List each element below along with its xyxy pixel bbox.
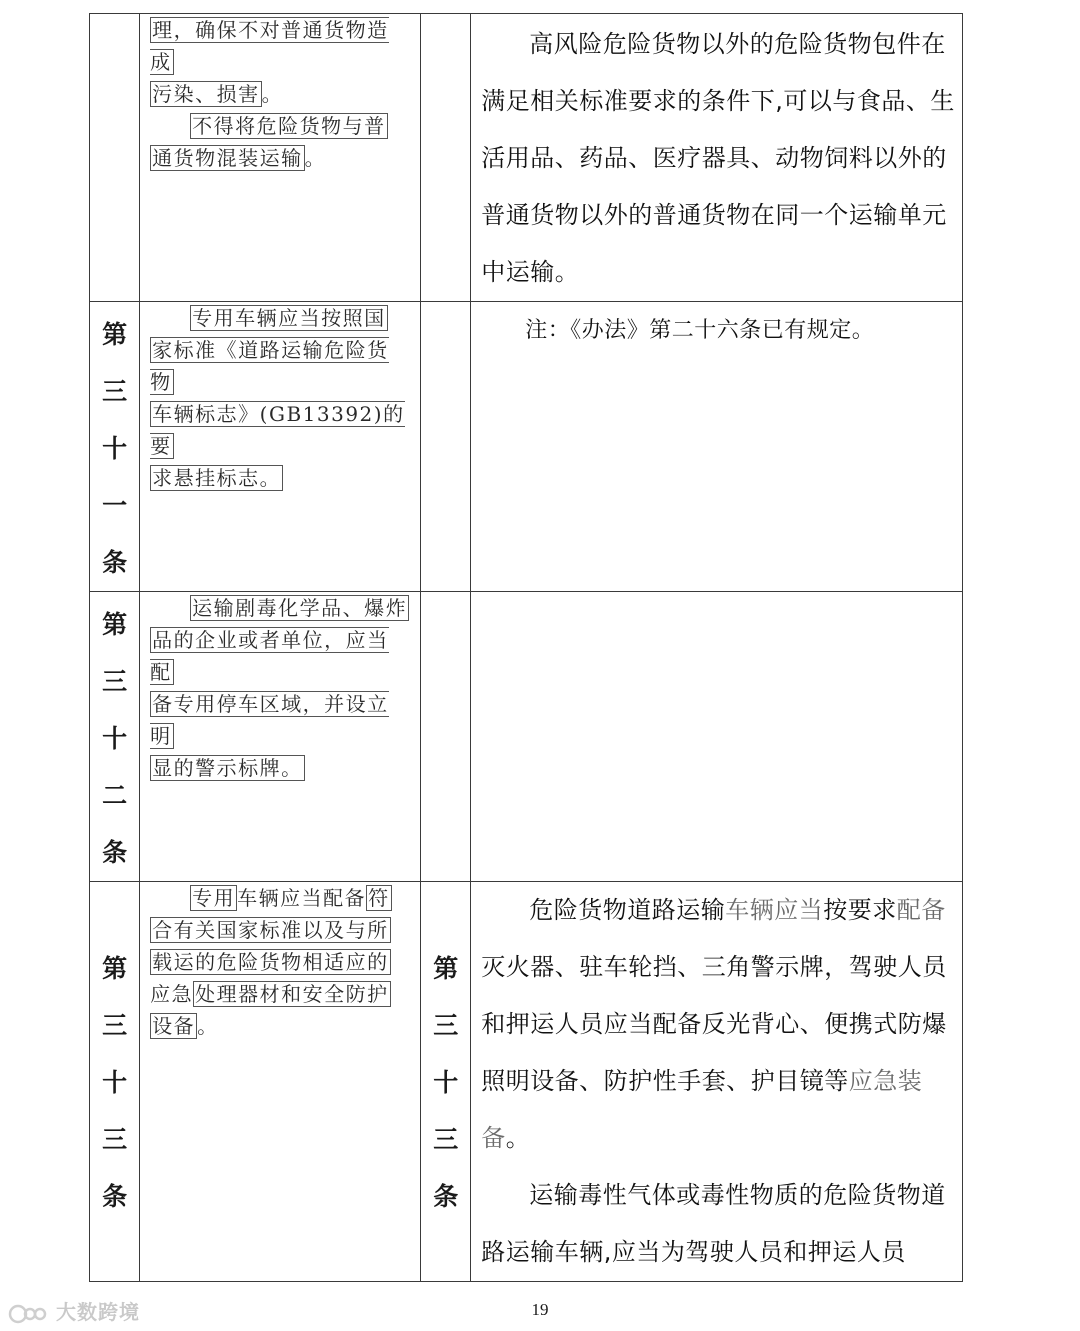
new-paragraph: 危险货物道路运输车辆应当按要求配备灭火器、驻车轮挡、三角警示牌，驾驶人员和押运人员应当配备反光背心、便携式防爆照明设备、防护性手套、护目镜等应急装备。 <box>481 896 947 1152</box>
boxed-text: 通货物混装运输 <box>152 146 303 170</box>
article-char: 十 <box>102 434 128 463</box>
comparison-table <box>89 13 963 1282</box>
article-char: 三 <box>102 1125 128 1154</box>
article-char: 第 <box>102 954 128 983</box>
article-char: 第 <box>102 320 128 349</box>
boxed-text: 理，确保不对普通货物造成 <box>150 18 389 74</box>
boxed-text: 载运的危险货物相适应的 <box>152 950 389 974</box>
table-row <box>90 882 963 1282</box>
table-row <box>90 302 963 592</box>
article-char: 第 <box>433 954 459 983</box>
boxed-text: 设备 <box>152 1014 196 1038</box>
boxed-text: 求悬挂标志。 <box>152 466 282 490</box>
article-char: 三 <box>102 667 128 696</box>
old-text-cell: 理，确保不对普通货物造成 污染、损害 。 不得将危险货物与普 通货物混装运输 。 <box>140 14 421 302</box>
new-text-cell <box>471 882 963 1282</box>
article-char: 十 <box>433 1068 459 1097</box>
old-article-cell <box>90 14 140 302</box>
boxed-text: 污染、损害 <box>152 82 260 106</box>
boxed-text: 品的企业或者单位，应当配 <box>150 628 389 684</box>
boxed-text: 符 <box>368 886 390 910</box>
boxed-text: 合有关国家标准以及与所 <box>152 918 389 942</box>
article-char: 第 <box>102 610 128 639</box>
boxed-text: 备专用停车区域，并设立明 <box>150 692 389 748</box>
article-char: 三 <box>433 1125 459 1154</box>
article-char: 三 <box>433 1011 459 1040</box>
table-row <box>90 592 963 882</box>
article-char: 条 <box>433 1182 459 1211</box>
boxed-text: 不得将危险货物与普 <box>192 114 386 138</box>
article-char: 三 <box>102 1011 128 1040</box>
boxed-text: 显的警示标牌。 <box>152 756 303 780</box>
boxed-text: 专用车辆应当按照国 <box>192 306 386 330</box>
new-text-cell <box>471 14 963 302</box>
note-text: 注：《办法》第二十六条已有规定。 <box>525 318 875 343</box>
new-text-cell <box>471 592 963 882</box>
new-article-cell <box>421 592 471 882</box>
old-text-cell <box>140 302 421 592</box>
new-article-cell <box>421 302 471 592</box>
new-article-cell <box>421 14 471 302</box>
article-char: 十 <box>102 1068 128 1097</box>
old-article-cell <box>90 882 140 1282</box>
new-paragraph: 运输毒性气体或毒性物质的危险货物道路运输车辆,应当为驾驶人员和押运人员 <box>481 1181 946 1266</box>
article-char: 一 <box>102 491 128 520</box>
article-char: 条 <box>102 1182 128 1211</box>
boxed-text: 专用 <box>192 886 236 910</box>
old-text-cell: 专用 车辆应当配备 符 合有关国家标准以及与所 载运的危险货物相适应的 应急 处理器材和安全防护 设备 。 <box>140 882 421 1282</box>
boxed-text: 处理器材和安全防护 <box>195 982 389 1006</box>
table-row <box>90 14 963 302</box>
watermark-text: 大数跨境 <box>55 1300 140 1324</box>
article-char: 二 <box>102 781 128 810</box>
old-article-cell <box>90 302 140 592</box>
new-paragraph: 高风险危险货物以外的危险货物包件在满足相关标准要求的条件下,可以与食品、生活用品、药品、医疗器具、动物饲料以外的普通货物以外的普通货物在同一个运输单元中运输。 <box>481 30 955 286</box>
new-article-cell <box>421 882 471 1282</box>
article-char: 条 <box>102 838 128 867</box>
boxed-text: 家标准《道路运输危险货物 <box>150 338 389 394</box>
article-char: 三 <box>102 377 128 406</box>
boxed-text: 车辆标志》(GB13392)的要 <box>150 402 405 458</box>
article-char: 十 <box>102 724 128 753</box>
new-text-cell <box>471 302 963 592</box>
old-article-cell <box>90 592 140 882</box>
boxed-text: 运输剧毒化学品、爆炸 <box>192 596 408 620</box>
old-text-cell <box>140 592 421 882</box>
article-char: 条 <box>102 548 128 577</box>
page-number: 19 <box>531 1300 549 1319</box>
